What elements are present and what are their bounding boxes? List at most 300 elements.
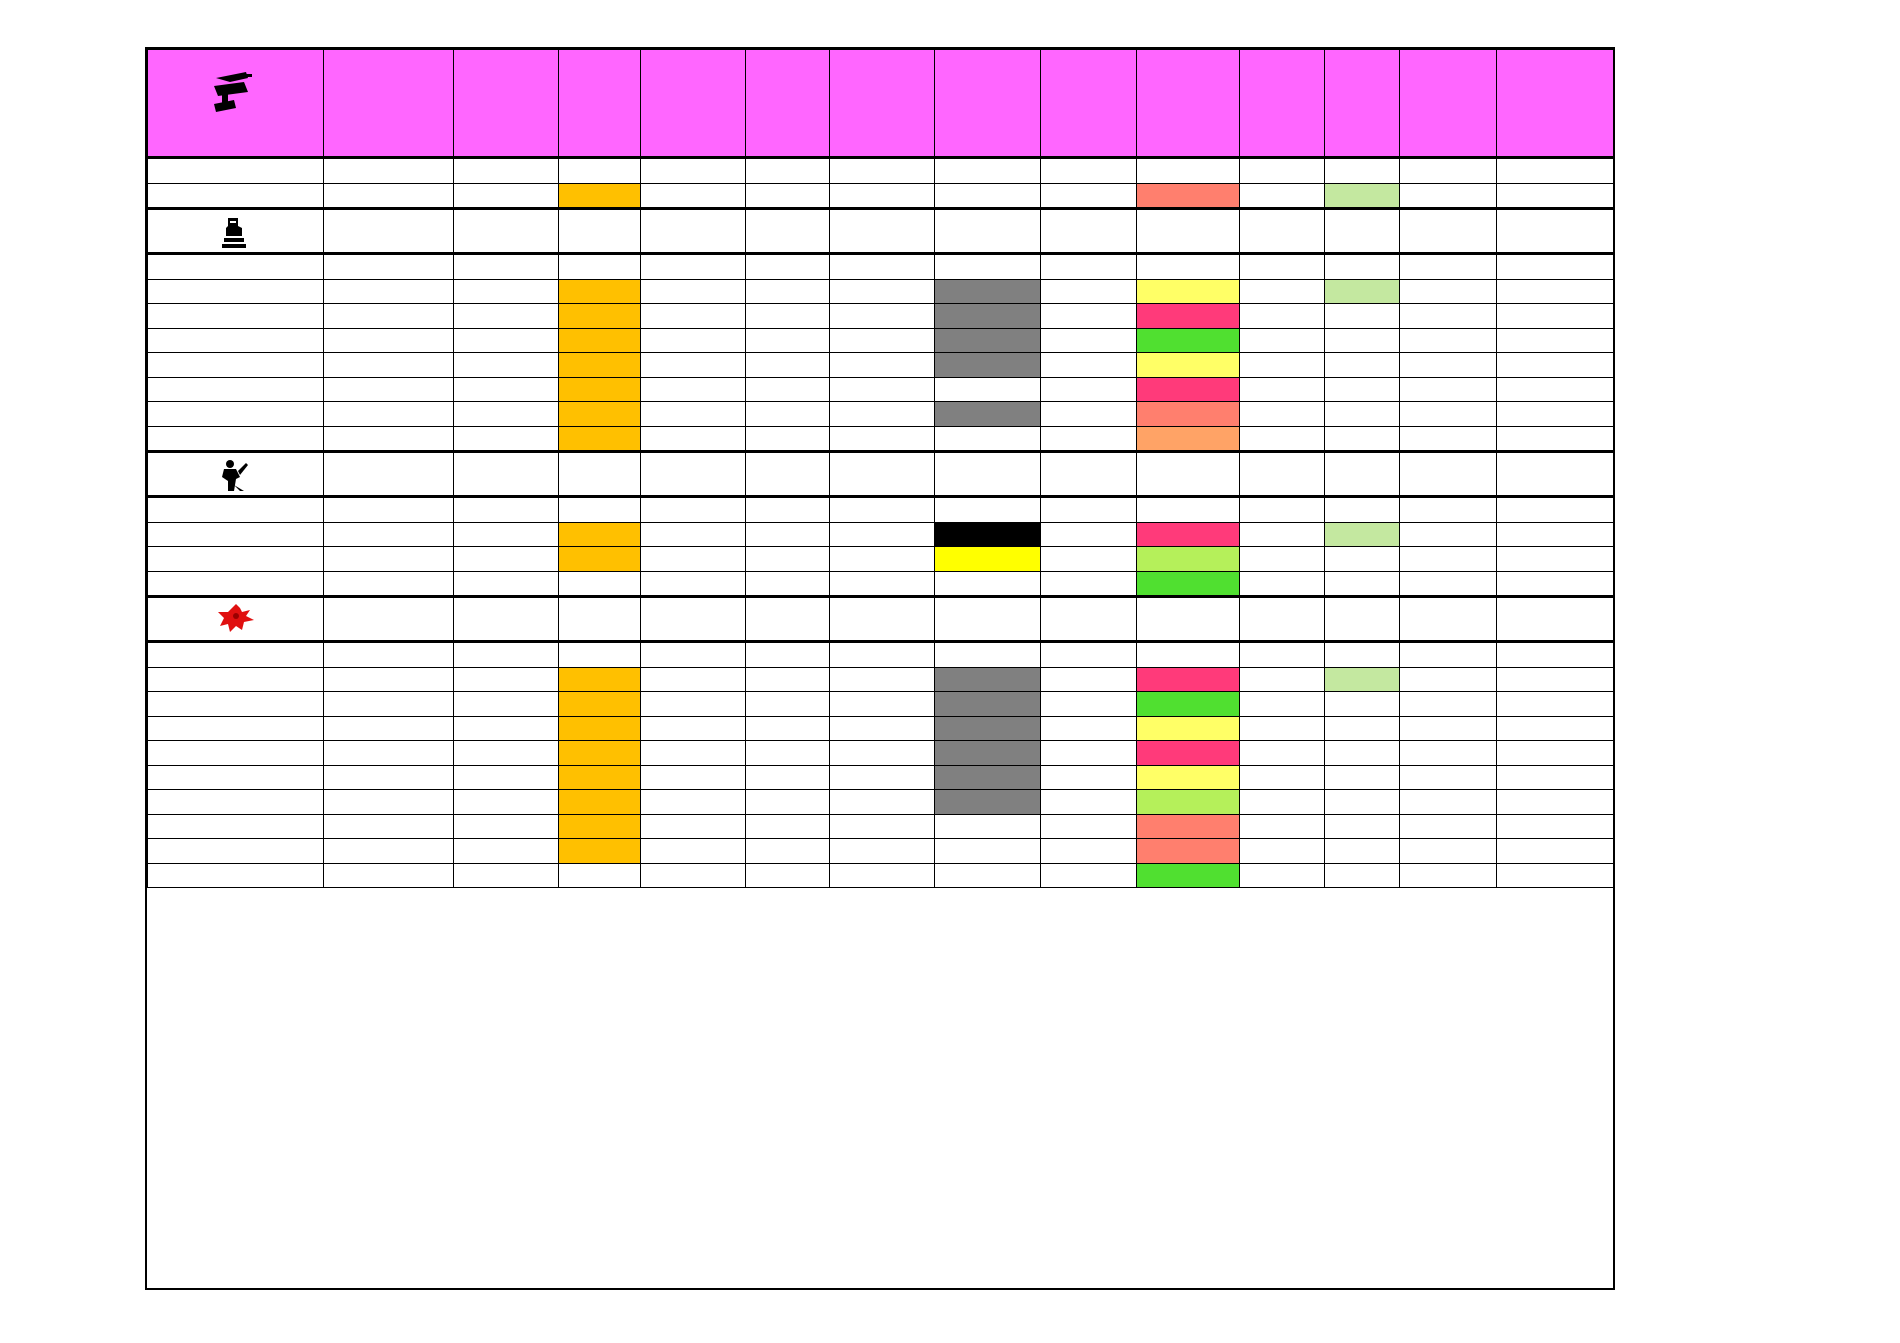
cell-missions-function (1137, 497, 1240, 523)
empty-cell (454, 209, 559, 254)
cell-name (324, 547, 454, 572)
cell-name (324, 839, 454, 864)
cell-points-per-battle (1325, 304, 1400, 329)
cell-kills-period (830, 158, 935, 184)
table-row (148, 328, 1614, 353)
cell-points-total (746, 741, 830, 766)
empty-cell (1240, 452, 1325, 497)
cell-points-period (641, 497, 746, 523)
cell-missions-function (1137, 863, 1240, 888)
cell-friendly-fire (1041, 279, 1137, 304)
cell-missions-higher (1240, 254, 1325, 280)
emblem-cell (148, 452, 324, 497)
cell-missions-higher (1240, 839, 1325, 864)
header-battles-total (559, 50, 641, 158)
table-row (148, 741, 1614, 766)
cell-points-total (746, 279, 830, 304)
cell-missions-function (1137, 667, 1240, 692)
cell-battles-total (559, 667, 641, 692)
cell-kills-period (830, 353, 935, 378)
cell-points-total (746, 353, 830, 378)
cell-kills-total (935, 402, 1041, 427)
cell-missions-function (1137, 377, 1240, 402)
cell-kills-per-battle (1400, 642, 1497, 668)
cell-unit (148, 642, 324, 668)
cell-points-period (641, 814, 746, 839)
cell-points-period (641, 863, 746, 888)
cell-unit (148, 571, 324, 597)
knight-emblem-icon (216, 214, 252, 250)
cell-points-total (746, 667, 830, 692)
cell-friendly-fire (1041, 716, 1137, 741)
cell-points-total (746, 183, 830, 209)
cell-name (324, 304, 454, 329)
cell-friendly-fire (1041, 839, 1137, 864)
header-battles-period (454, 50, 559, 158)
cell-name (324, 402, 454, 427)
cell-special-rules (1497, 765, 1614, 790)
cell-battles-total (559, 571, 641, 597)
cell-points-per-battle (1325, 254, 1400, 280)
cell-name (324, 353, 454, 378)
empty-cell (935, 597, 1041, 642)
cell-special-rules (1497, 522, 1614, 547)
cell-friendly-fire (1041, 183, 1137, 209)
table-row (148, 353, 1614, 378)
cell-points-total (746, 402, 830, 427)
cell-missions-higher (1240, 547, 1325, 572)
cell-points-per-battle (1325, 279, 1400, 304)
cell-battles-total (559, 692, 641, 717)
cell-special-rules (1497, 279, 1614, 304)
cell-missions-function (1137, 790, 1240, 815)
table-row (148, 402, 1614, 427)
table-row (148, 790, 1614, 815)
unit-summary-row (148, 642, 1614, 668)
cell-kills-total (935, 377, 1041, 402)
cell-kills-period (830, 547, 935, 572)
cell-name (324, 279, 454, 304)
empty-cell (324, 597, 454, 642)
cell-missions-higher (1240, 667, 1325, 692)
cell-unit (148, 667, 324, 692)
empty-cell (1137, 452, 1240, 497)
cell-kills-total (935, 547, 1041, 572)
cell-kills-period (830, 377, 935, 402)
header-kills-per-battle (1400, 50, 1497, 158)
empty-cell (935, 209, 1041, 254)
cell-battles-period (454, 426, 559, 452)
empty-cell (324, 452, 454, 497)
cell-kills-per-battle (1400, 741, 1497, 766)
cell-battles-total (559, 304, 641, 329)
table-row (148, 377, 1614, 402)
header-missions-function (1137, 50, 1240, 158)
cell-points-period (641, 716, 746, 741)
cell-kills-total (935, 497, 1041, 523)
cell-special-rules (1497, 353, 1614, 378)
empty-cell (830, 452, 935, 497)
header-kills-period (830, 50, 935, 158)
cell-kills-total (935, 863, 1041, 888)
cell-kills-period (830, 304, 935, 329)
cell-missions-higher (1240, 304, 1325, 329)
cell-battles-total (559, 279, 641, 304)
cell-points-total (746, 642, 830, 668)
empty-cell (1497, 209, 1614, 254)
cell-battles-period (454, 254, 559, 280)
cell-kills-per-battle (1400, 279, 1497, 304)
header-name (324, 50, 454, 158)
header-points-per-battle (1325, 50, 1400, 158)
cell-battles-total (559, 377, 641, 402)
soldier-emblem-icon (216, 457, 252, 493)
cell-battles-period (454, 692, 559, 717)
cell-kills-period (830, 497, 935, 523)
cell-missions-higher (1240, 279, 1325, 304)
cell-name (324, 667, 454, 692)
cell-missions-higher (1240, 692, 1325, 717)
cell-points-per-battle (1325, 497, 1400, 523)
empty-cell (1400, 597, 1497, 642)
cell-kills-period (830, 571, 935, 597)
cell-missions-higher (1240, 642, 1325, 668)
unit-emblem-row (148, 597, 1614, 642)
cell-battles-total (559, 183, 641, 209)
cell-battles-period (454, 667, 559, 692)
cell-kills-total (935, 692, 1041, 717)
cell-special-rules (1497, 741, 1614, 766)
table-row (148, 716, 1614, 741)
cell-kills-total (935, 716, 1041, 741)
cell-battles-period (454, 279, 559, 304)
cell-name (324, 692, 454, 717)
cell-battles-total (559, 497, 641, 523)
cell-kills-period (830, 402, 935, 427)
cell-battles-period (454, 741, 559, 766)
cell-missions-higher (1240, 426, 1325, 452)
cell-missions-function (1137, 547, 1240, 572)
cell-missions-higher (1240, 402, 1325, 427)
cell-points-period (641, 402, 746, 427)
table-row (148, 571, 1614, 597)
cell-missions-higher (1240, 716, 1325, 741)
cell-special-rules (1497, 328, 1614, 353)
cell-points-period (641, 377, 746, 402)
cell-kills-per-battle (1400, 765, 1497, 790)
header-missions-higher (1240, 50, 1325, 158)
cell-points-total (746, 547, 830, 572)
score-table (147, 49, 1614, 888)
cell-points-total (746, 426, 830, 452)
cell-unit (148, 522, 324, 547)
empty-cell (641, 452, 746, 497)
cell-special-rules (1497, 642, 1614, 668)
empty-cell (641, 597, 746, 642)
cell-unit (148, 426, 324, 452)
cell-points-period (641, 571, 746, 597)
empty-cell (1325, 209, 1400, 254)
cell-kills-per-battle (1400, 547, 1497, 572)
cell-points-total (746, 497, 830, 523)
cell-name (324, 642, 454, 668)
empty-cell (1400, 209, 1497, 254)
cell-kills-period (830, 839, 935, 864)
cell-missions-function (1137, 353, 1240, 378)
cell-battles-period (454, 814, 559, 839)
table-row (148, 692, 1614, 717)
cell-kills-period (830, 426, 935, 452)
emblem-cell (148, 597, 324, 642)
cell-points-period (641, 692, 746, 717)
cell-kills-per-battle (1400, 353, 1497, 378)
cell-unit (148, 839, 324, 864)
emblem-cell (148, 209, 324, 254)
cell-kills-period (830, 183, 935, 209)
cell-battles-period (454, 183, 559, 209)
cell-kills-period (830, 254, 935, 280)
cell-points-per-battle (1325, 692, 1400, 717)
cell-special-rules (1497, 497, 1614, 523)
cell-special-rules (1497, 402, 1614, 427)
cell-kills-total (935, 183, 1041, 209)
cell-missions-function (1137, 692, 1240, 717)
cell-unit (148, 547, 324, 572)
cell-special-rules (1497, 814, 1614, 839)
header-points-period (641, 50, 746, 158)
cell-unit (148, 692, 324, 717)
cell-battles-period (454, 716, 559, 741)
cell-unit (148, 183, 324, 209)
cell-kills-total (935, 765, 1041, 790)
table-body (148, 158, 1614, 888)
cell-battles-total (559, 254, 641, 280)
cell-battles-period (454, 839, 559, 864)
score-table-sheet (145, 47, 1615, 1290)
cell-kills-per-battle (1400, 304, 1497, 329)
cell-points-per-battle (1325, 402, 1400, 427)
cell-kills-period (830, 692, 935, 717)
cell-points-period (641, 254, 746, 280)
cell-friendly-fire (1041, 741, 1137, 766)
red-devil-emblem-icon (216, 602, 256, 638)
cell-kills-period (830, 716, 935, 741)
cell-points-period (641, 522, 746, 547)
cell-missions-higher (1240, 377, 1325, 402)
cell-unit (148, 254, 324, 280)
cell-name (324, 522, 454, 547)
cell-kills-per-battle (1400, 377, 1497, 402)
empty-cell (1325, 452, 1400, 497)
cell-friendly-fire (1041, 642, 1137, 668)
cell-kills-total (935, 328, 1041, 353)
cell-friendly-fire (1041, 402, 1137, 427)
cell-name (324, 377, 454, 402)
empty-cell (746, 452, 830, 497)
cell-name (324, 814, 454, 839)
table-row (148, 279, 1614, 304)
cell-points-per-battle (1325, 183, 1400, 209)
cell-kills-per-battle (1400, 692, 1497, 717)
cell-points-per-battle (1325, 741, 1400, 766)
cell-missions-higher (1240, 522, 1325, 547)
empty-cell (1240, 597, 1325, 642)
cell-points-total (746, 254, 830, 280)
cell-points-per-battle (1325, 426, 1400, 452)
cell-kills-total (935, 667, 1041, 692)
header-unit-label (148, 154, 323, 156)
cell-special-rules (1497, 716, 1614, 741)
cell-kills-per-battle (1400, 183, 1497, 209)
cell-points-total (746, 839, 830, 864)
unit-emblem-row (148, 209, 1614, 254)
cell-special-rules (1497, 667, 1614, 692)
cell-points-total (746, 571, 830, 597)
cell-battles-period (454, 642, 559, 668)
cell-missions-function (1137, 642, 1240, 668)
cell-missions-higher (1240, 328, 1325, 353)
cell-battles-total (559, 839, 641, 864)
cell-missions-function (1137, 426, 1240, 452)
cell-unit (148, 497, 324, 523)
cell-friendly-fire (1041, 304, 1137, 329)
cell-points-per-battle (1325, 839, 1400, 864)
cell-points-per-battle (1325, 353, 1400, 378)
cell-points-per-battle (1325, 642, 1400, 668)
cell-unit (148, 863, 324, 888)
cell-missions-function (1137, 158, 1240, 184)
cell-kills-period (830, 328, 935, 353)
cell-friendly-fire (1041, 254, 1137, 280)
cell-kills-total (935, 642, 1041, 668)
table-row (148, 183, 1614, 209)
cell-points-period (641, 158, 746, 184)
cell-kills-period (830, 667, 935, 692)
cell-unit (148, 158, 324, 184)
empty-cell (454, 597, 559, 642)
cell-battles-total (559, 716, 641, 741)
cell-kills-total (935, 839, 1041, 864)
cell-unit (148, 741, 324, 766)
cell-points-total (746, 790, 830, 815)
empty-cell (1240, 209, 1325, 254)
cell-battles-period (454, 328, 559, 353)
cell-points-total (746, 158, 830, 184)
cell-kills-period (830, 863, 935, 888)
cell-points-total (746, 522, 830, 547)
empty-cell (324, 209, 454, 254)
cell-special-rules (1497, 790, 1614, 815)
cell-name (324, 571, 454, 597)
cell-missions-function (1137, 814, 1240, 839)
cell-battles-period (454, 402, 559, 427)
cell-missions-function (1137, 304, 1240, 329)
cell-battles-period (454, 377, 559, 402)
empty-cell (1137, 597, 1240, 642)
cell-battles-total (559, 814, 641, 839)
cell-kills-period (830, 741, 935, 766)
cell-points-per-battle (1325, 863, 1400, 888)
cell-points-per-battle (1325, 716, 1400, 741)
empty-cell (1497, 452, 1614, 497)
cell-points-period (641, 741, 746, 766)
cell-unit (148, 716, 324, 741)
cell-points-per-battle (1325, 158, 1400, 184)
cell-missions-function (1137, 328, 1240, 353)
cell-name (324, 863, 454, 888)
cell-special-rules (1497, 426, 1614, 452)
cell-battles-total (559, 353, 641, 378)
cell-battles-total (559, 765, 641, 790)
unit-summary-row (148, 158, 1614, 184)
cell-friendly-fire (1041, 522, 1137, 547)
cell-points-per-battle (1325, 547, 1400, 572)
table-row (148, 547, 1614, 572)
cell-unit (148, 304, 324, 329)
cell-missions-higher (1240, 765, 1325, 790)
cell-kills-total (935, 254, 1041, 280)
cell-missions-higher (1240, 863, 1325, 888)
cell-name (324, 158, 454, 184)
cell-kills-period (830, 790, 935, 815)
cell-friendly-fire (1041, 765, 1137, 790)
cell-battles-period (454, 863, 559, 888)
cell-battles-total (559, 863, 641, 888)
empty-cell (559, 452, 641, 497)
cell-unit (148, 353, 324, 378)
cell-kills-per-battle (1400, 863, 1497, 888)
cell-special-rules (1497, 377, 1614, 402)
cell-kills-per-battle (1400, 667, 1497, 692)
cell-friendly-fire (1041, 790, 1137, 815)
table-row (148, 863, 1614, 888)
cell-special-rules (1497, 863, 1614, 888)
cell-points-per-battle (1325, 328, 1400, 353)
cell-points-period (641, 765, 746, 790)
cell-friendly-fire (1041, 328, 1137, 353)
cell-points-period (641, 667, 746, 692)
cell-missions-function (1137, 741, 1240, 766)
cell-points-period (641, 426, 746, 452)
cell-name (324, 183, 454, 209)
header-kills-total (935, 50, 1041, 158)
cell-kills-total (935, 522, 1041, 547)
cell-points-per-battle (1325, 522, 1400, 547)
cell-friendly-fire (1041, 667, 1137, 692)
cell-points-per-battle (1325, 814, 1400, 839)
cell-unit (148, 790, 324, 815)
cell-battles-total (559, 547, 641, 572)
empty-cell (1497, 597, 1614, 642)
empty-cell (454, 452, 559, 497)
cell-friendly-fire (1041, 353, 1137, 378)
cell-missions-higher (1240, 497, 1325, 523)
cell-friendly-fire (1041, 571, 1137, 597)
header-friendly-fire (1041, 50, 1137, 158)
cell-battles-period (454, 497, 559, 523)
table-row (148, 304, 1614, 329)
header-row (148, 50, 1614, 158)
header-special-rules (1497, 50, 1614, 158)
empty-cell (1041, 452, 1137, 497)
cell-unit (148, 765, 324, 790)
empty-cell (1137, 209, 1240, 254)
unit-emblem-row (148, 452, 1614, 497)
cell-points-period (641, 279, 746, 304)
cell-points-total (746, 716, 830, 741)
cell-kills-total (935, 814, 1041, 839)
cell-name (324, 790, 454, 815)
